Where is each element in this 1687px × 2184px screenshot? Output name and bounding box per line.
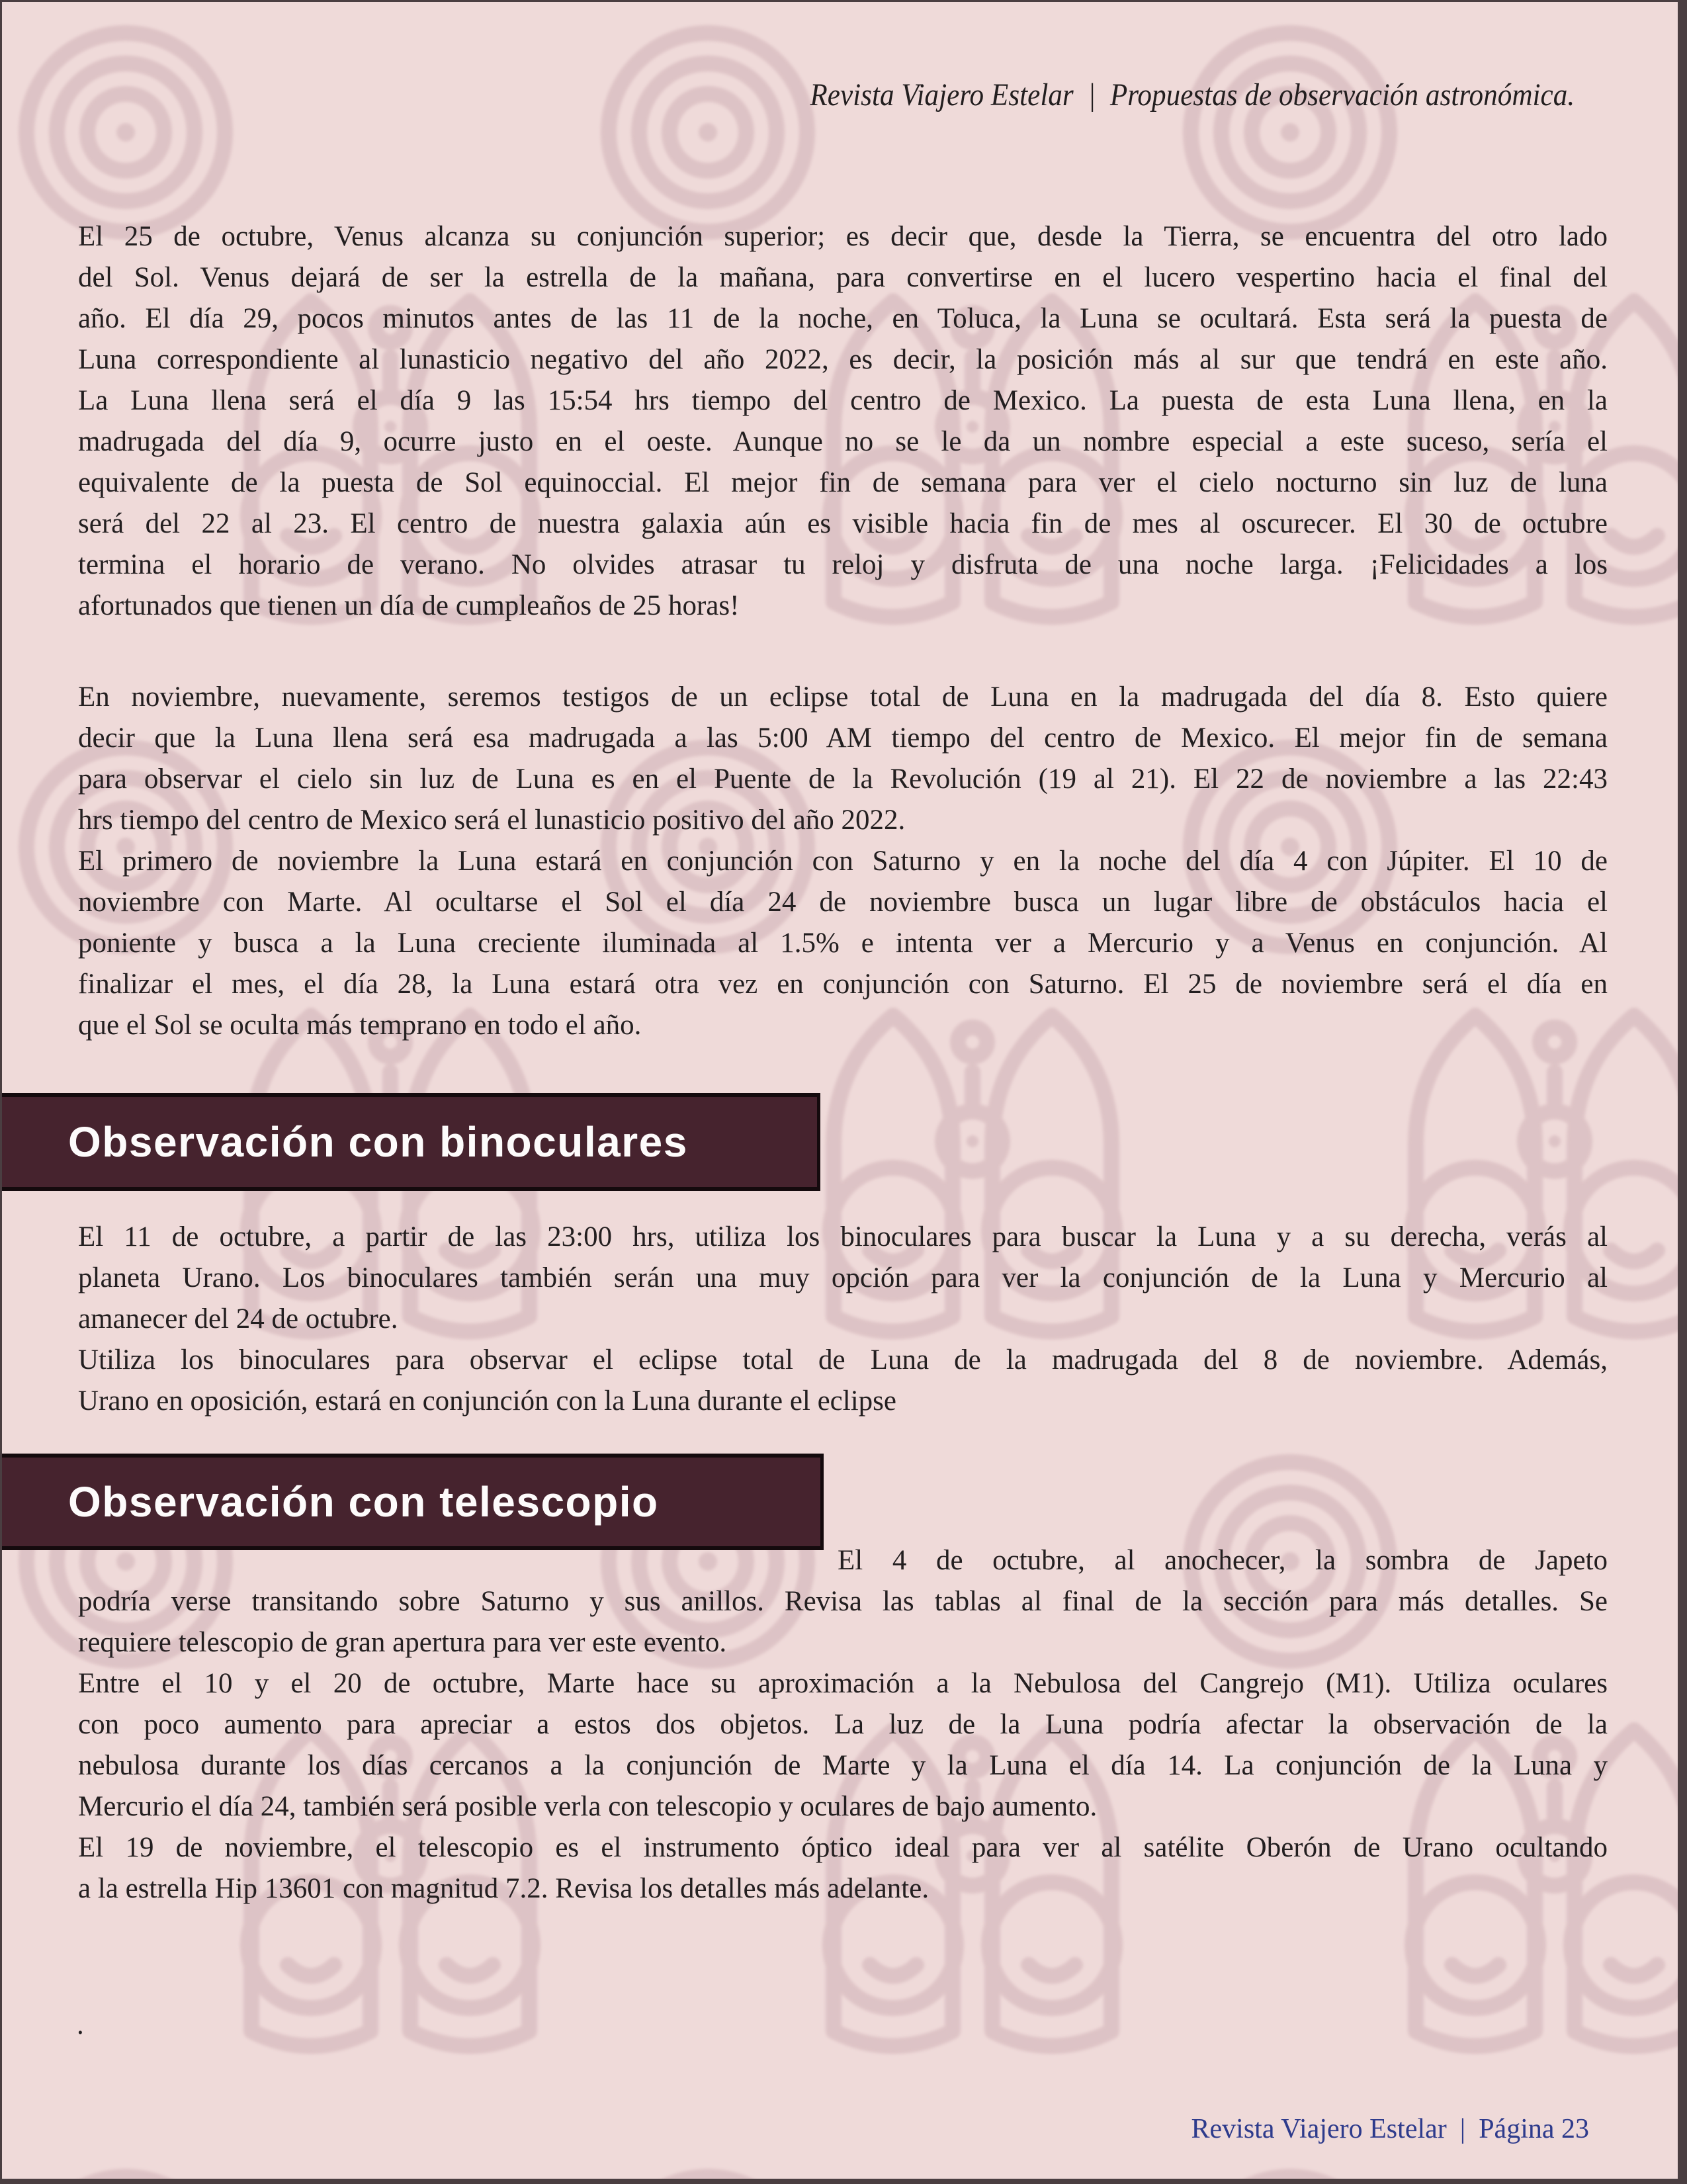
text-line: El 4 de octubre, al anochecer, la sombra de Japeto bbox=[838, 1545, 1608, 1576]
text-line: requiere telescopio de gran apertura para ver este evento. bbox=[78, 1627, 727, 1658]
text-line: hrs tiempo del centro de Mexico será el lunasticio positivo del año 2022. bbox=[78, 805, 906, 836]
header-magazine-title: Revista Viajero Estelar bbox=[810, 77, 1074, 112]
text-line: En noviembre, nuevamente, seremos testigos de un eclipse total de Luna en la madrugada del día 8. Esto quiere bbox=[78, 681, 1608, 713]
text-line: Luna correspondiente al lunasticio negativo del año 2022, es decir, la posición más al sur que tendrá en este año. bbox=[78, 344, 1608, 375]
page-header bbox=[810, 77, 1575, 114]
text-line: decir que la Luna llena será esa madrugada a las 5:00 AM tiempo del centro de Mexico. El mejor fin de semana bbox=[78, 722, 1608, 754]
text-line: El primero de noviembre la Luna estará en conjunción con Saturno y en la noche del día 4 con Júpiter. El 10 de bbox=[78, 846, 1608, 877]
text-line: a la estrella Hip 13601 con magnitud 7.2. Revisa los detalles más adelante. bbox=[78, 1873, 930, 1904]
text-line: que el Sol se oculta más temprano en todo el año. bbox=[78, 1010, 642, 1041]
text-line: finalizar el mes, el día 28, la Luna estará otra vez en conjunción con Saturno. El 25 de noviembre será el día en bbox=[78, 969, 1608, 1000]
text-line: afortunados que tienen un día de cumpleaños de 25 horas! bbox=[78, 590, 740, 621]
page-edge-top bbox=[0, 0, 1687, 2]
stray-period: . bbox=[77, 2009, 84, 2040]
page-edge-left bbox=[0, 0, 2, 2184]
section-title: Observación con binoculares bbox=[68, 1118, 688, 1166]
section-title: Observación con telescopio bbox=[68, 1478, 659, 1526]
text-line: amanecer del 24 de octubre. bbox=[78, 1303, 398, 1334]
text-line: noviembre con Marte. Al ocultarse el Sol el día 24 de noviembre busca un lugar libre de obstáculos hacia el bbox=[78, 887, 1608, 918]
page-edge-right bbox=[1678, 0, 1687, 2184]
page-edge-bottom bbox=[0, 2179, 1687, 2184]
text-line: Mercurio el día 24, también será posible verla con telescopio y oculares de bajo aumento. bbox=[78, 1791, 1098, 1822]
page-footer bbox=[1191, 2112, 1589, 2146]
text-line: será del 22 al 23. El centro de nuestra galaxia aún es visible hacia fin de mes al oscurecer. El 30 de octubre bbox=[78, 508, 1608, 539]
text-line: madrugada del día 9, ocurre justo en el oeste. Aunque no se le da un nombre especial a este suceso, sería el bbox=[78, 426, 1608, 457]
header-section-title: Propuestas de observación astronómica. bbox=[1109, 77, 1575, 112]
paragraph-telescopio bbox=[78, 1540, 1608, 1909]
text-line: El 19 de noviembre, el telescopio es el instrumento óptico ideal para ver al satélite Oberón de Urano ocultando bbox=[78, 1832, 1608, 1863]
text-line: del Sol. Venus dejará de ser la estrella de la mañana, para convertirse en el lucero vespertino hacia el final del bbox=[78, 262, 1608, 293]
text-line: podría verse transitando sobre Saturno y sus anillos. Revisa las tablas al final de la sección para más detalles. Se bbox=[78, 1586, 1608, 1617]
text-line: El 11 de octubre, a partir de las 23:00 hrs, utiliza los binoculares para buscar la Luna y a su derecha, verás al bbox=[78, 1221, 1608, 1252]
footer-page-number: Página 23 bbox=[1479, 2114, 1589, 2144]
text-line: El 25 de octubre, Venus alcanza su conjunción superior; es decir que, desde la Tierra, se encuentra del otro lado bbox=[78, 221, 1608, 252]
text-line: año. El día 29, pocos minutos antes de las 11 de la noche, en Toluca, la Luna se ocultará. Esta será la puesta de bbox=[78, 303, 1608, 334]
text-line: poniente y busca a la Luna creciente iluminada al 1.5% e intenta ver a Mercurio y a Venus en conjunción. Al bbox=[78, 928, 1608, 959]
text-line: para observar el cielo sin luz de Luna es en el Puente de la Revolución (19 al 21). El 22 de noviembre a las 22:43 bbox=[78, 764, 1608, 795]
footer-separator: | bbox=[1459, 2114, 1466, 2144]
text-line: La Luna llena será el día 9 las 15:54 hrs tiempo del centro de Mexico. La puesta de esta Luna llena, en la bbox=[78, 385, 1608, 416]
paragraph-binoculares bbox=[78, 1217, 1608, 1422]
text-line: equivalente de la puesta de Sol equinoccial. El mejor fin de semana para ver el cielo nocturno sin luz de luna bbox=[78, 467, 1608, 498]
paragraph-octubre bbox=[78, 216, 1608, 627]
paragraph-noviembre bbox=[78, 677, 1608, 1046]
header-separator: | bbox=[1088, 77, 1096, 112]
footer-magazine-title: Revista Viajero Estelar bbox=[1191, 2114, 1447, 2144]
text-line: planeta Urano. Los binoculares también serán una muy opción para ver la conjunción de la Luna y Mercurio al bbox=[78, 1262, 1608, 1293]
text-line: Entre el 10 y el 20 de octubre, Marte hace su aproximación a la Nebulosa del Cangrejo (M1). Utiliza oculares bbox=[78, 1668, 1608, 1699]
section-banner-binoculares bbox=[0, 1093, 820, 1191]
text-line: con poco aumento para apreciar a estos dos objetos. La luz de la Luna podría afectar la observación de la bbox=[78, 1709, 1608, 1740]
section-banner-telescopio bbox=[0, 1454, 824, 1550]
text-line: nebulosa durante los días cercanos a la conjunción de Marte y la Luna el día 14. La conjunción de la Luna y bbox=[78, 1750, 1608, 1781]
text-line: termina el horario de verano. No olvides atrasar tu reloj y disfruta de una noche larga. ¡Felicidades a los bbox=[78, 549, 1608, 580]
text-line: Urano en oposición, estará en conjunción con la Luna durante el eclipse bbox=[78, 1385, 896, 1417]
text-line: Utiliza los binoculares para observar el eclipse total de Luna de la madrugada del 8 de noviembre. Además, bbox=[78, 1344, 1608, 1376]
